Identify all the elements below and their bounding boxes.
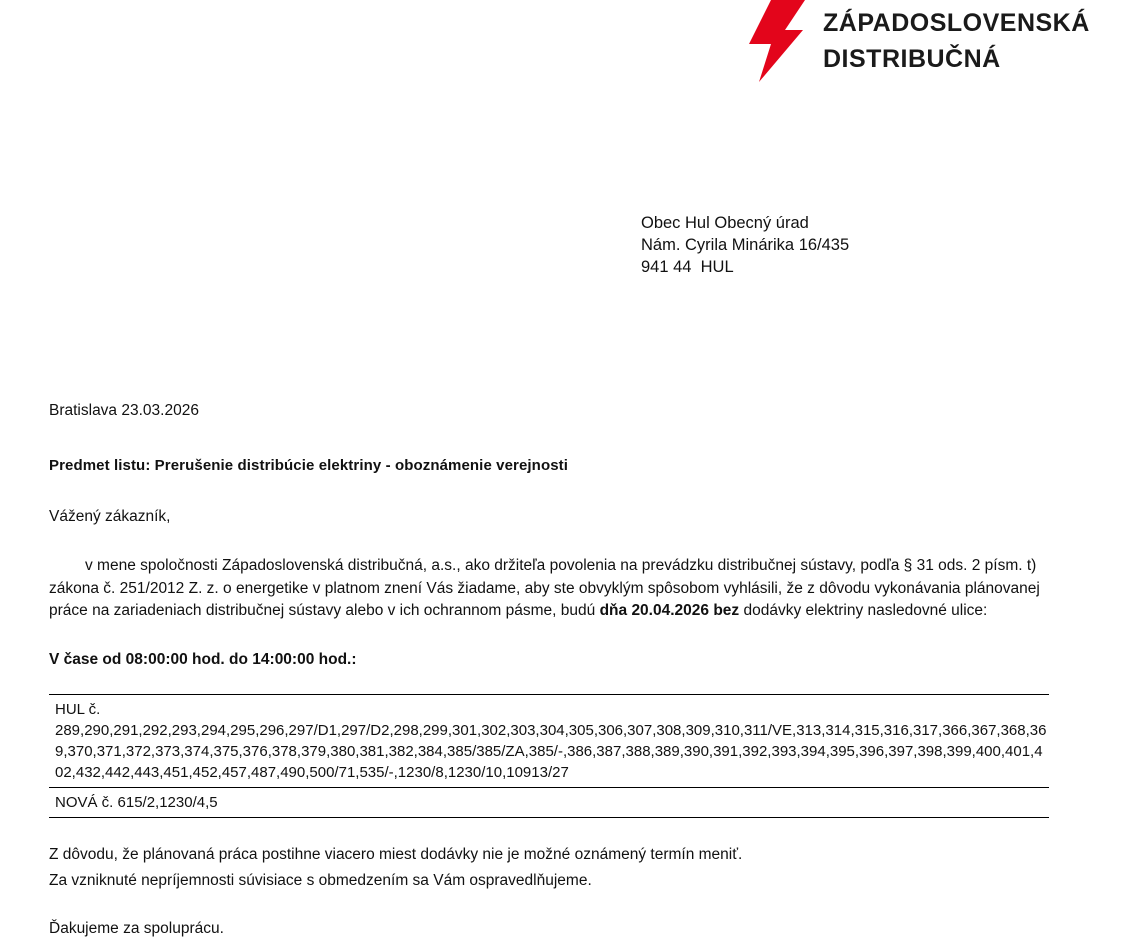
closing-line-1: Z dôvodu, že plánovaná práca postihne viacero miest dodávky nie je možné oznámený termín meniť. <box>49 845 743 863</box>
closing-line-2: Za vzniknuté nepríjemnosti súvisiace s obmedzením sa Vám ospravedlňujeme. <box>49 871 592 889</box>
paragraph-text-part3: dodávky elektriny nasledovné ulice: <box>739 602 988 619</box>
recipient-line-2: Nám. Cyrila Minárika 16/435 <box>641 236 850 254</box>
letter-body <box>49 400 1079 944</box>
company-name-line1: ZÁPADOSLOVENSKÁ <box>823 9 1090 37</box>
street-list-1: HUL č. 289,290,291,292,293,294,295,296,297/D1,297/D2,298,299,301,302,303,304,305,306,307,308,309,310,311/VE,313,314,315,316,317,366,367,368,369,370,371,372,373,374,375,376,378,379,380,381,382,384,385/385/ZA,385/-,386,387,388,389,390,391,392,393,394,395,396,397,398,399,400,401,402,432,442,443,451,452,457,487,490,500/71,535/-,1230/8,1230/10,10913/27 <box>55 700 1047 781</box>
recipient-line-1: Obec Hul Obecný úrad <box>641 214 809 232</box>
paragraph-text-part1: v mene spoločnosti Západoslovenská distribučná, a.s., ako držiteľa povolenia na prevádzku distribučnej sústavy, podľa § 31 ods. 2 písm. t) zákona č. 251/2012 Z. z. o energetike v platnom znení Vás žiadame, aby ste obvyklým spôsobom vyhlásili, že z dôvodu vykonávania plánovanej práce na zariadeniach distribučnej sústavy alebo v ich ochrannom pásme, budú <box>49 557 1040 619</box>
recipient-line-3: 941 44 HUL <box>641 258 734 276</box>
outage-time-range: V čase od 08:00:00 hod. do 14:00:00 hod.: <box>49 650 357 668</box>
salutation: Vážený zákazník, <box>49 508 171 525</box>
recipient-address <box>641 212 849 278</box>
company-logo <box>745 0 1090 82</box>
closing-line-3: Ďakujeme za spoluprácu. <box>49 919 224 937</box>
lightning-bolt-icon <box>745 0 805 82</box>
company-name-line2: DISTRIBUČNÁ <box>823 45 1001 73</box>
place-and-date: Bratislava 23.03.2026 <box>49 402 199 419</box>
table-row <box>49 694 1049 787</box>
outage-date: dňa 20.04.2026 <box>599 602 710 619</box>
street-cell-2 <box>49 787 1049 817</box>
main-paragraph <box>49 555 1079 623</box>
street-list-2: NOVÁ č. 615/2,1230/4,5 <box>55 793 218 811</box>
letter-subject: Predmet listu: Prerušenie distribúcie elektriny - oboznámenie verejnosti <box>49 457 569 474</box>
table-row <box>49 787 1049 817</box>
street-cell-1 <box>49 694 1049 787</box>
streets-table <box>49 694 1049 818</box>
closing-block <box>49 844 1079 940</box>
paragraph-bez: bez <box>713 602 740 619</box>
company-name <box>823 5 1090 77</box>
